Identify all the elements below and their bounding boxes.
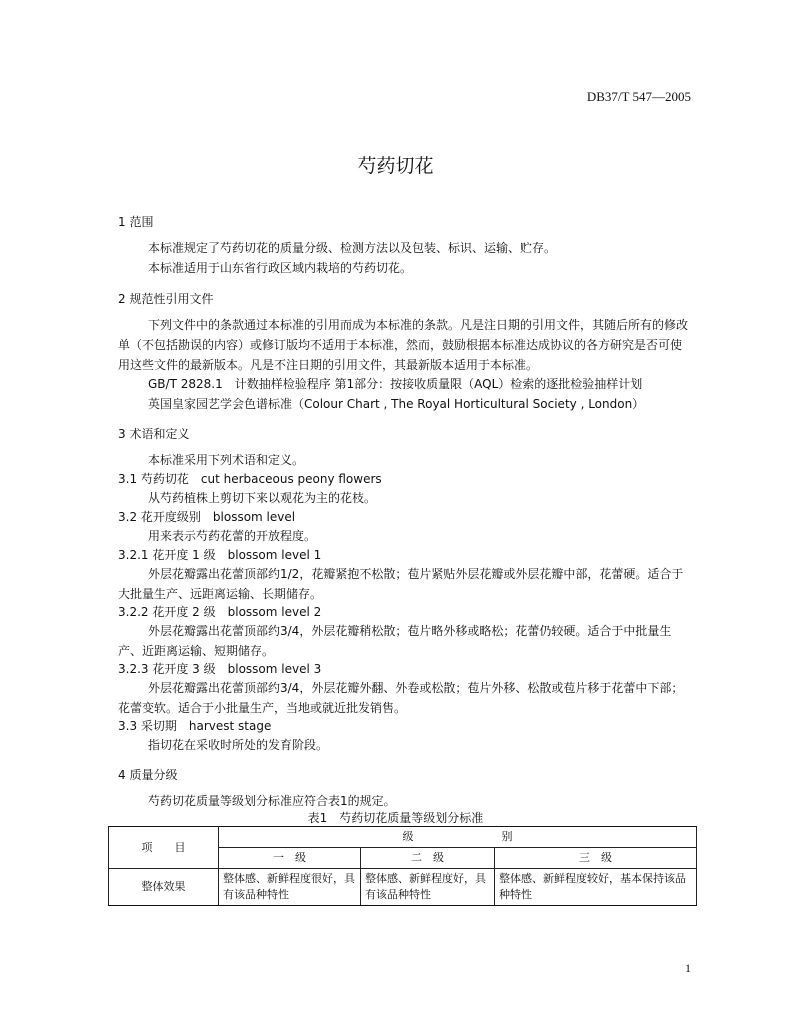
paragraph: 下列文件中的条款通过本标准的引用而成为本标准的条款。凡是注日期的引用文件，其随后所有的修改单（不包括勘误的内容）或修订版均不适用于本标准，然而，鼓励根据本标准达成协议的各方研究是否可使用这些文件的最新版本。凡是不注日期的引用文件，其最新版本适用于本标准。	[118, 318, 689, 372]
table-caption: 表1 芍药切花质量等级划分标准	[307, 811, 484, 825]
reference-item: GB/T 2828.1 计数抽样检验程序 第1部分：按接收质量限（AQL）检索的逐批检验抽样计划	[148, 377, 643, 391]
paragraph: 本标准规定了芍药切花的质量分级、检测方法以及包装、标识、运输、贮存。	[148, 241, 557, 255]
term-definition: 外层花瓣露出花蕾顶部约1/2，花瓣紧抱不松散；苞片紧贴外层花瓣或外层花瓣中部，花蕾硬。适合于大批量生产、远距离运输、长期储存。	[118, 567, 684, 601]
term-definition: 用来表示芍药花蕾的开放程度。	[148, 529, 317, 543]
table-header-grade: 级 别	[219, 827, 697, 848]
term-heading: 3.1 芍药切花 cut herbaceous peony flowers	[118, 472, 382, 486]
section-heading-quality-grading: 4 质量分级	[118, 768, 178, 782]
section-heading-normative-references: 2 规范性引用文件	[118, 292, 214, 306]
section-heading-terms: 3 术语和定义	[118, 427, 190, 441]
table-header-grade-3: 三 级	[495, 848, 697, 869]
table-header-grade-2: 二 级	[361, 848, 495, 869]
paragraph: 本标准采用下列术语和定义。	[148, 453, 305, 467]
page-title: 芍药切花	[357, 155, 434, 177]
term-definition: 指切花在采收时所处的发育阶段。	[148, 738, 329, 752]
paragraph: 本标准适用于山东省行政区域内栽培的芍药切花。	[148, 261, 413, 275]
table-cell-grade-3: 整体感、新鲜程度较好，基本保持该品种特性	[495, 869, 697, 906]
term-heading: 3.2.2 花开度 2 级 blossom level 2	[118, 605, 322, 619]
grading-table	[108, 826, 697, 906]
table-header-grade-1: 一 级	[219, 848, 361, 869]
page-number: 1	[685, 961, 691, 975]
standard-code: DB37/T 547—2005	[586, 89, 691, 104]
table-row	[109, 869, 697, 906]
reference-item: 英国皇家园艺学会色谱标准（Colour Chart , The Royal Horticultural Society , London）	[148, 397, 645, 411]
term-definition: 外层花瓣露出花蕾顶部约3/4，外层花瓣稍松散；苞片略外移或略松；花蕾仍较硬。适合于中批量生产、近距离运输、短期储存。	[118, 624, 672, 658]
term-heading: 3.2.1 花开度 1 级 blossom level 1	[118, 548, 322, 562]
term-definition: 外层花瓣露出花蕾顶部约3/4，外层花瓣外翻、外卷或松散；苞片外移、松散或苞片移于花蕾中下部；花蕾变软。适合于小批量生产，当地或就近批发销售。	[118, 681, 684, 715]
table-cell-grade-1: 整体感、新鲜程度很好，具有该品种特性	[219, 869, 361, 906]
term-heading: 3.3 采切期 harvest stage	[118, 719, 272, 733]
term-heading: 3.2.3 花开度 3 级 blossom level 3	[118, 662, 322, 676]
term-heading: 3.2 花开度级别 blossom level	[118, 510, 296, 524]
table-header-item: 项 目	[109, 827, 219, 869]
table-cell-item: 整体效果	[109, 869, 219, 906]
paragraph: 芍药切花质量等级划分标准应符合表1的规定。	[148, 794, 396, 808]
term-definition: 从芍药植株上剪切下来以观花为主的花枝。	[148, 491, 377, 505]
table-cell-grade-2: 整体感、新鲜程度好，具有该品种特性	[361, 869, 495, 906]
section-heading-scope: 1 范围	[118, 215, 154, 229]
